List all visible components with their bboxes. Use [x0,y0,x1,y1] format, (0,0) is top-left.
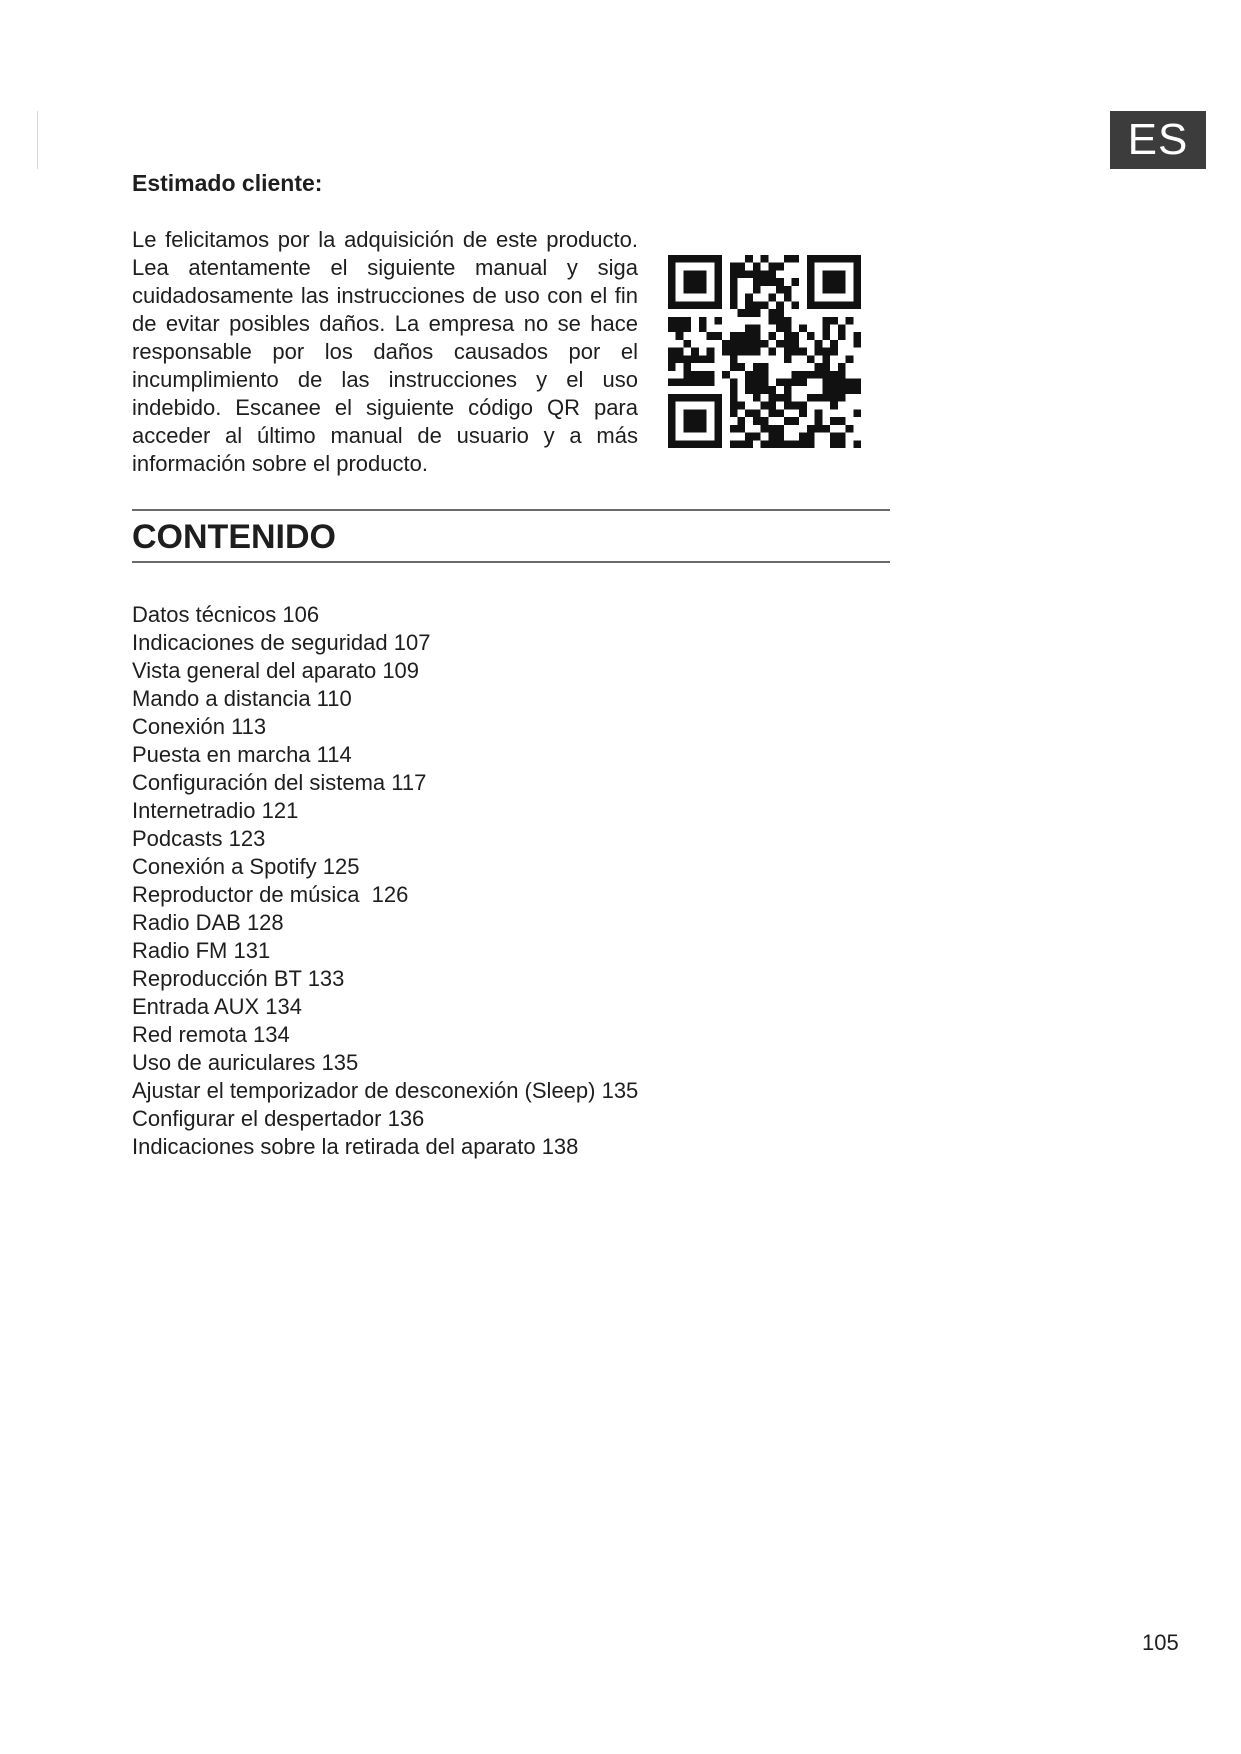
toc-item: Podcasts 123 [132,826,266,851]
toc-item: Red remota 134 [132,1022,290,1047]
language-tab: ES [1110,111,1206,169]
toc-item: Indicaciones sobre la retirada del aparato 138 [132,1134,579,1159]
toc-item: Radio FM 131 [132,938,271,963]
toc-item: Uso de auriculares 135 [132,1050,359,1075]
table-of-contents [132,601,638,1161]
intro-paragraph: Le felicitamos por la adquisición de este producto. Lea atentamente el siguiente manual y siga cuidadosamente las instrucciones de uso con el fin de evitar posibles daños. La empresa no se hace responsable por los daños causados por el incumplimiento de las instrucciones y el uso indebido. Escanee el siguiente código QR para acceder al último manual de usuario y a más información sobre el producto. [132,227,638,476]
toc-item: Datos técnicos 106 [132,602,320,627]
toc-item: Reproductor de música 126 [132,882,409,907]
page-number: 105 [1142,1630,1179,1655]
toc-item: Indicaciones de seguridad 107 [132,630,431,655]
toc-item: Mando a distancia 110 [132,686,352,711]
toc-item: Internetradio 121 [132,798,299,823]
greeting-heading: Estimado cliente: [132,170,323,196]
toc-item: Puesta en marcha 114 [132,742,352,767]
toc-item: Conexión a Spotify 125 [132,854,360,879]
toc-item: Ajustar el temporizador de desconexión (Sleep) 135 [132,1078,639,1103]
toc-item: Vista general del aparato 109 [132,658,420,683]
toc-item: Conexión 113 [132,714,267,739]
qr-code-icon [668,255,861,448]
toc-item: Reproducción BT 133 [132,966,345,991]
toc-item: Configuración del sistema 117 [132,770,427,795]
section-rule-top [132,509,890,511]
toc-item: Radio DAB 128 [132,910,284,935]
toc-item: Configurar el despertador 136 [132,1106,425,1131]
section-rule-bottom [132,561,890,563]
page-margin-line [37,111,38,169]
contents-title: CONTENIDO [132,518,336,556]
toc-item: Entrada AUX 134 [132,994,303,1019]
